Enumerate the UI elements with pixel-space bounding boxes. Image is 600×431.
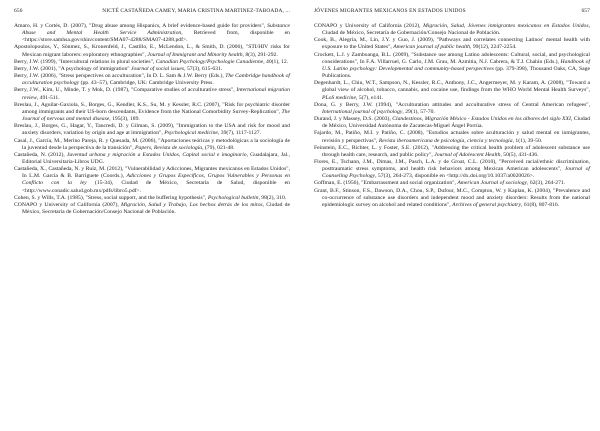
- page-number: 657: [581, 8, 590, 14]
- reference-text: Cook, B., Alegría, M., Lin, J.Y. y Guo, J. (2009), "Pathways and correlates connecting Latinos' mental health with exposure to the United States",: [314, 37, 590, 51]
- reference-text: Casal, J., García, M., Merino Pareja, R. y Quesada, M. (2006), "Aportaciones teóricas y metodológicas a la sociología de la juventud desde la perspectiva de la transición",: [14, 137, 290, 151]
- reference-list: [314, 23, 590, 209]
- reference-entry: [314, 145, 590, 159]
- page-number: 656: [14, 8, 23, 14]
- reference-entry: [14, 44, 290, 58]
- reference-text: , 195(3), 189.: [109, 116, 140, 123]
- reference-text: Berry, J.W. (2006), "Stress perspectives on acculturation", In D. L. Sam & J.W. Berry (Eds.),: [14, 73, 226, 80]
- reference-text: Apostolopoulos, Y., Sönmez, S., Kronenfeld, J., Castillo, E., McLendon, L., & Smith, D. (2006), "STI/HIV risks for Mexican migrant laborers: exploratory ethnographies",: [14, 44, 290, 58]
- reference-entry: [14, 195, 290, 202]
- reference-source-title: Substance Abuse and Mental Health Service Administration: [22, 23, 290, 37]
- reference-text: , 8(3), 291-292.: [242, 51, 278, 58]
- reference-entry: [314, 23, 590, 37]
- reference-text: , 39(7), 1117-1127.: [217, 130, 262, 137]
- reference-text: , Ciudad de México, Secretaría de Gobernación/Consejo Nacional de Población.: [22, 201, 290, 216]
- reference-source-title: Psychological medicine: [164, 130, 218, 137]
- reference-source-title: Journal of Immigrant and Minority health: [147, 51, 243, 58]
- reference-source-title: Psychological bulletin: [207, 194, 259, 201]
- reference-text: (pp. 379-398), Thousand Oaks, CA, Sage Publications.: [322, 65, 590, 80]
- reference-text: , 5(7), e141.: [356, 94, 384, 101]
- reference-text: , Retrieved from, disponible en <https://store.samhsa.gov/shin/content/SMA07-4288/SMA07-4288.pdf>.: [22, 30, 290, 44]
- reference-source-title: Papers, Revista de sociología: [135, 144, 203, 151]
- reference-text: , Ciudad de México, Secretaría de Gobernación/Consejo Nacional de Población.: [322, 23, 590, 37]
- reference-source-title: International migration review: [22, 87, 290, 101]
- reference-text: , 98(2), 310.: [258, 194, 287, 201]
- reference-source-title: American Journal of sociology: [457, 180, 528, 187]
- running-head: NICTÉ CASTAÑEDA CAMEY, MARIA CRISTINA MARTINEZ-TABOADA, ...: [102, 8, 290, 14]
- reference-entry: [14, 202, 290, 216]
- reference-text: , 40(1), 12.: [263, 58, 289, 65]
- reference-source-title: Archives of general psychiatry: [452, 201, 521, 208]
- reference-entry: [14, 59, 290, 66]
- reference-entry: [314, 130, 590, 144]
- reference-text: , Guadalajara, Jal., Editorial Universitaria-Libros UDG.: [22, 151, 290, 165]
- reference-source-title: Clandestinos, Migración México - Estados Unidos en los albores del siglo XXI: [392, 116, 571, 123]
- reference-text: Dona, G. y Berry, J.W. (1994), "Acculturation attitudes and acculturative stress of Central American refugees",: [314, 101, 590, 108]
- reference-entry: [314, 116, 590, 130]
- reference-source-title: Migración, Salud y Trabajo, Los hechos detrás de los mitos: [120, 201, 263, 208]
- reference-entry: [314, 80, 590, 101]
- reference-text: Amaro, H. y Cortés, D. (2007), "Drug abuse among Hispanics, A brief evidence-based guide for providers",: [14, 23, 268, 29]
- reference-source-title: Adicciones y Grupos Específicos, Grupos Vulnerables y Personas en Conflicto con la ley: [22, 173, 290, 187]
- reference-entry: [14, 166, 290, 195]
- reference-source-title: The Cambridge handbook of acculturation psychology: [22, 73, 290, 87]
- reference-list: [14, 23, 290, 216]
- reference-entry: [314, 52, 590, 81]
- reference-text: Goffman, E. (1956), "Embarrassment and social organization",: [314, 180, 458, 187]
- running-head: JÓVENES MIGRANTES MEXICANOS EN ESTADOS UNIDOS: [314, 8, 466, 14]
- reference-source-title: Journal of Counseling Psychology: [322, 166, 590, 180]
- reference-source-title: The Journal of nervous and mental disease: [22, 108, 290, 123]
- page-header: [14, 6, 290, 16]
- reference-text: Cohen, S. y Wills, T.A. (1985), "Stress, social support, and the buffering hypothesis",: [14, 194, 208, 201]
- reference-entry: [314, 180, 590, 187]
- reference-text: Crockett, L.J. y Zamboanga, B.L. (2009), "Substance use among Latino adolescents: Cultural, social, and psychological considerations", In F.A. Villarruel, G. Carlo, J.M. Grau, M. Azmitia, N.J. Cabrera, & T.J. Chahin (Eds.),: [314, 51, 590, 65]
- reference-text: CONAPO y University of California (2012),: [314, 23, 424, 29]
- reference-text: Berry, J.W. (2001), "A psychology of immigration": [14, 65, 131, 72]
- reference-text: , 99(12), 2247-2254.: [470, 44, 517, 51]
- reference-source-title: American journal of public health: [393, 44, 470, 51]
- reference-entry: [14, 87, 290, 101]
- reference-entry: [314, 188, 590, 209]
- reference-entry: [314, 102, 590, 116]
- reference-text: , 57(3), 615-631.: [184, 65, 223, 72]
- reference-text: , 491-511.: [36, 94, 60, 101]
- reference-text: Fajardo, M., Patiño, M.I. y Patiño, C. (2008), "Estudios actuales sobre aculturación y salud mental en inmigrantes, revisión y perspectivas",: [314, 130, 590, 144]
- reference-text: Degenhardt, L., Chiu, W.T., Sampson, N., Kessler, R.C., Anthony, J.C., Angermeyer, M. y Karam, A. (2008), "Toward a global view of alcohol, tobacco, cannabis, and cocaine use, findings from the WHO World Mental Health Surveys",: [314, 80, 590, 94]
- reference-text: Flores, E., Tschann, J.M., Dimas, J.M., Pasch, L.A. y de Groat, C.L. (2010), "Perceived racial/ethnic discrimination, posttraumatic stress symptoms, and health risk behaviors among Mexican American adolescents",: [314, 158, 590, 173]
- right-page: [300, 0, 600, 431]
- reference-entry: [14, 138, 290, 152]
- reference-text: Breslau, J., Borges, G., Hagar, Y., Tancredi, D. y Gilman, S. (2009), "Immigration to the USA and risk for mood and anxiety disorders, variation by origin and age at immigration",: [14, 123, 290, 137]
- reference-source-title: Migración, Salud, Jóvenes inmigrantes mexicanos en Estados Unidos: [423, 23, 589, 29]
- reference-entry: [314, 37, 590, 51]
- reference-text: , Ciudad de México, Universidad Autónoma de Zacatecas-Miguel Ángel Porrúa.: [322, 116, 590, 130]
- reference-text: (pp. 43–57), Cambridge, UK: Cambridge University Press.: [79, 80, 214, 87]
- reference-source-title: International journal of psychology: [322, 108, 403, 115]
- reference-source-title: Canadian Psychology/Psychologie Canadienne: [155, 58, 264, 65]
- reference-text: Castañeda, X., Castañeda, N. y Ruiz, M. (2012), "Vulnerabilidad y Adicciones, Migrantes mexicanos en Estados Unidos", In L.M. García & B. Barriguete (Coords.),: [14, 166, 290, 180]
- reference-text: Grant, B.F., Stinson, F.S., Dawson, D.A., Chou, S.P., Dufour, M.C., Compton, W. y Kaplan, K. (2004), "Prevalence and co-occurrence of substance use disorders and independent mood and anxiety disorders: Results from the national epidemiologic survey on alcohol and related conditions",: [314, 187, 590, 208]
- reference-text: Feinstein, E.C., Richter, L. y Foster, S.E. (2012), "Addressing the critical health problem of adolescent substance use through health care, research, and public policy",: [314, 144, 590, 158]
- reference-text: CONAPO y University of California (2007),: [14, 201, 121, 208]
- reference-text: , 50(5), 431-436.: [500, 151, 539, 158]
- reference-source-title: Journal of social issues: [131, 65, 185, 72]
- reference-source-title: PLoS medicine: [322, 94, 356, 101]
- reference-text: , (79), 021-48.: [202, 144, 235, 151]
- reference-text: Durand, J. y Massey, D.S. (2003),: [314, 116, 393, 123]
- reference-entry: [314, 159, 590, 180]
- reference-source-title: Journal of Adolescent Health: [434, 151, 501, 158]
- reference-text: Berry, J.W., Kim, U., Minde, T. y Mok, D. (1987), "Comparative studies of acculturative stress",: [14, 87, 237, 94]
- reference-text: , 29(1), 57-70.: [402, 108, 435, 115]
- reference-source-title: Handbook of U.S. Latino psychology: Developmental and community-based perspectives: [322, 58, 591, 72]
- reference-source-title: Juventud urbana y migración a Estados Unidos, Capital social e imaginario: [66, 151, 247, 158]
- reference-text: (15-34), Ciudad de México, Secretaría de Salud, disponible en <http://www.conadic.salud.gob.mx/pdfs/libro5.pdf>.: [22, 180, 290, 194]
- reference-source-title: Revista iberoamericana de psicología, ciencia y tecnología: [378, 137, 513, 144]
- reference-text: Berry, J.W. (1999), "Intercultural relations in plural societies",: [14, 58, 156, 65]
- reference-entry: [14, 152, 290, 166]
- reference-text: , 61(8), 807-816.: [521, 201, 560, 208]
- page-header: [314, 6, 590, 16]
- reference-text: Castañeda, N. (2012),: [14, 151, 67, 158]
- reference-entry: [14, 23, 290, 44]
- reference-entry: [14, 73, 290, 87]
- reference-text: Breslau, J., Aguilar-Gaxiola, S., Borges, G., Kendler, K.S., Su, M. y Kessler, R.C. (2007), "Risk for psychiatric disorder among immigrants and their US-born descendants, Evidence from the National Comorbidity Survey-Replication",: [14, 101, 290, 115]
- reference-text: , 62(3), 264-271.: [527, 180, 566, 187]
- reference-entry: [14, 102, 290, 123]
- reference-text: , 57(3), 264-273, disponible en <http://dx.doi.org/10.1037/a0020026>.: [375, 173, 535, 180]
- reference-text: , 1(1), 39-50.: [512, 137, 543, 144]
- reference-entry: [14, 123, 290, 137]
